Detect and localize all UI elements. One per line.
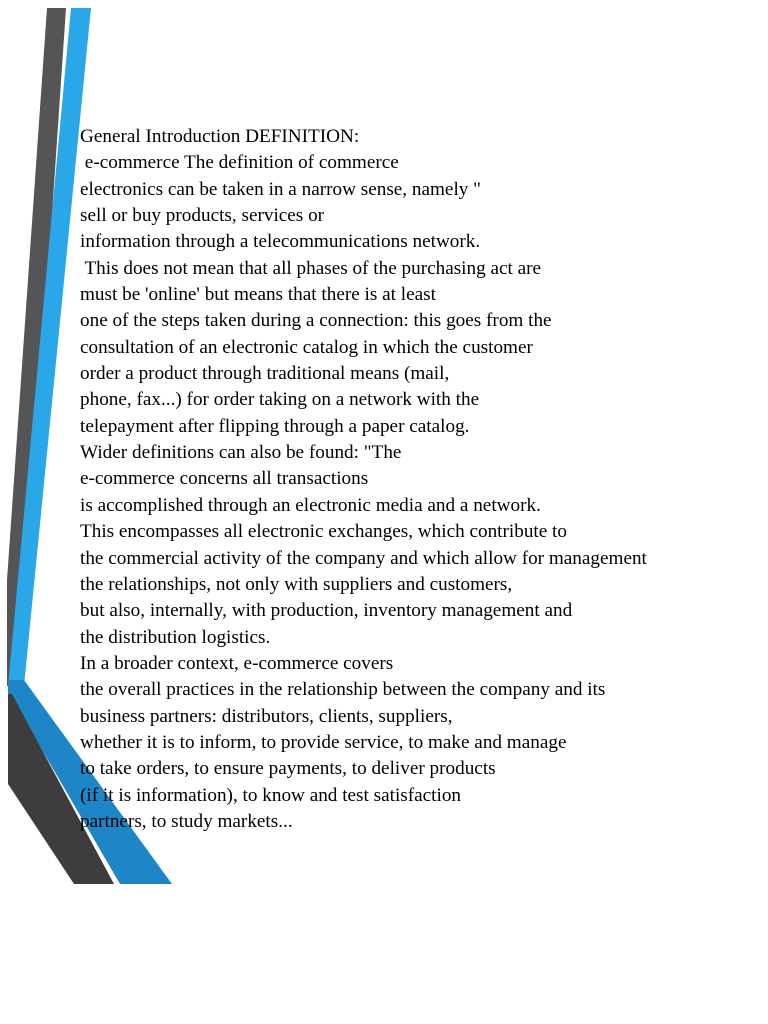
text-line: sell or buy products, services or — [80, 205, 325, 227]
text-line: telepayment after flipping through a paper catalog. — [80, 415, 470, 437]
text-line: must be 'online' but means that there is at least — [80, 284, 436, 306]
text-line: (if it is information), to know and test satisfaction — [80, 784, 462, 806]
text-line: one of the steps taken during a connection: this goes from the — [80, 310, 552, 332]
text-line: This encompasses all electronic exchanges, which contribute to — [80, 521, 567, 543]
text-line: business partners: distributors, clients, suppliers, — [80, 705, 453, 727]
text-line: is accomplished through an electronic media and a network. — [80, 494, 541, 516]
text-line: whether it is to inform, to provide service, to make and manage — [80, 731, 567, 753]
text-line: In a broader context, e-commerce covers — [80, 652, 394, 674]
text-line: order a product through traditional means (mail, — [80, 363, 450, 385]
text-line: electronics can be taken in a narrow sense, namely " — [80, 178, 482, 200]
text-line: e-commerce The definition of commerce — [80, 152, 399, 174]
text-line: to take orders, to ensure payments, to deliver products — [80, 758, 496, 780]
text-line: the overall practices in the relationship between the company and its — [80, 679, 606, 701]
text-line: the distribution logistics. — [80, 626, 271, 648]
text-line: General Introduction DEFINITION: — [80, 126, 360, 147]
text-line: phone, fax...) for order taking on a network with the — [80, 389, 480, 411]
text-line: This does not mean that all phases of the purchasing act are — [80, 257, 542, 279]
text-line: information through a telecommunications network. — [80, 231, 481, 253]
text-line: consultation of an electronic catalog in which the customer — [80, 336, 533, 358]
text-line: Wider definitions can also be found: "The — [80, 442, 402, 464]
text-line: but also, internally, with production, inventory management and — [80, 600, 573, 622]
text-line: e-commerce concerns all transactions — [80, 468, 369, 490]
text-line: partners, to study markets... — [80, 810, 293, 832]
text-line: the commercial activity of the company and which allow for management — [80, 547, 647, 569]
text-line: the relationships, not only with suppliers and customers, — [80, 573, 513, 595]
body-text — [80, 124, 764, 835]
